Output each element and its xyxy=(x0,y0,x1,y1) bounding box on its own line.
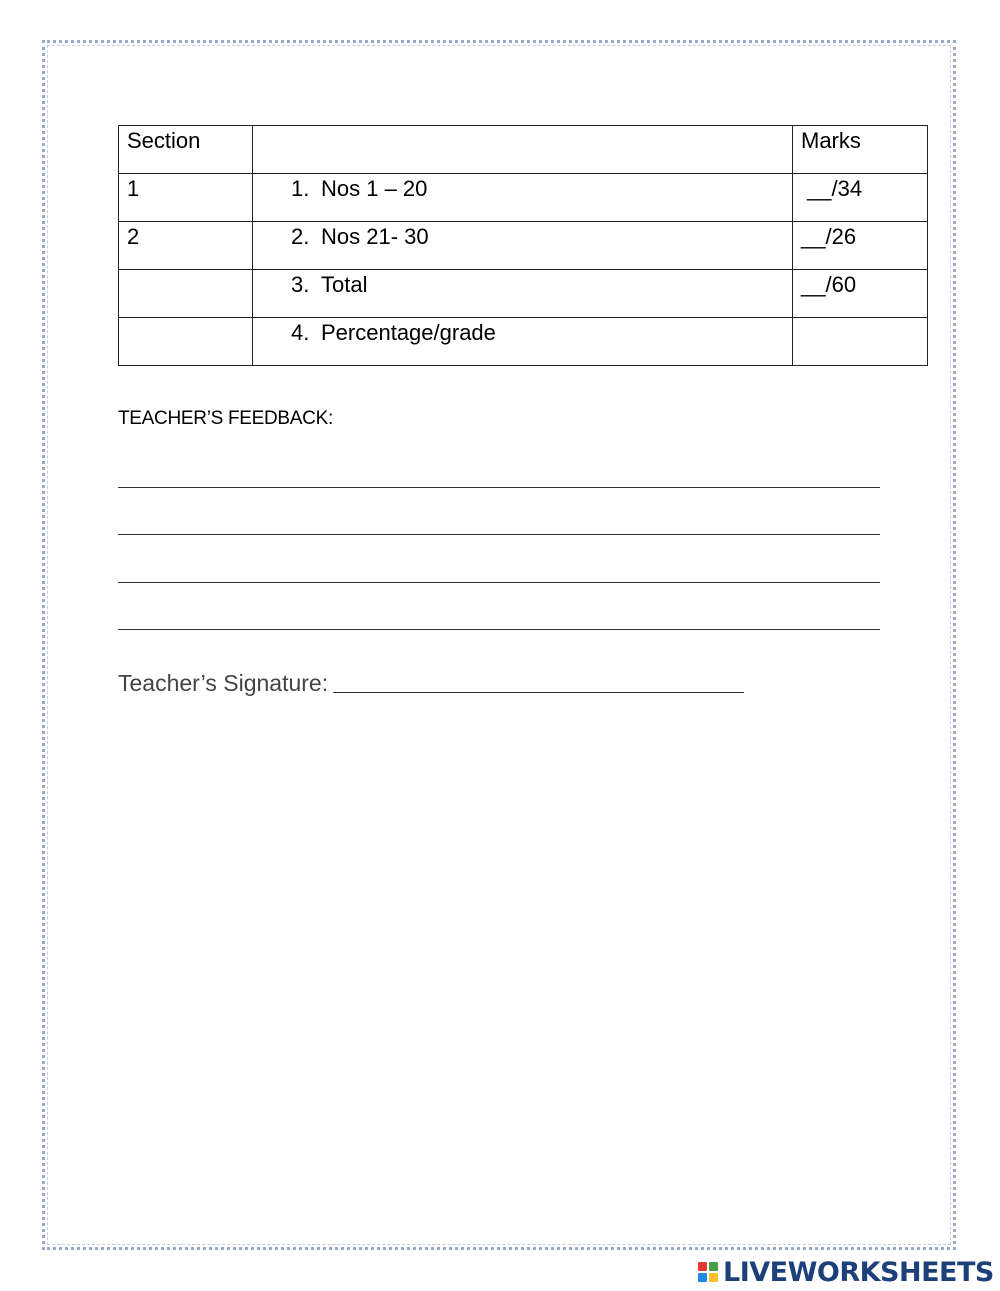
row-description xyxy=(253,222,793,270)
header-description xyxy=(253,126,793,174)
table-row xyxy=(119,222,928,270)
row-number: 1. xyxy=(291,176,310,201)
header-marks: Marks xyxy=(793,126,928,174)
header-section: Section xyxy=(119,126,253,174)
feedback-line[interactable] xyxy=(118,582,880,583)
logo-squares-icon xyxy=(698,1262,718,1282)
row-section: 2 xyxy=(119,222,253,270)
teacher-feedback-label: TEACHER’S FEEDBACK: xyxy=(118,408,333,429)
row-section xyxy=(119,270,253,318)
table-row xyxy=(119,174,928,222)
feedback-line[interactable] xyxy=(118,487,880,488)
row-number: 4. xyxy=(291,320,310,345)
row-marks[interactable]: __/34 xyxy=(793,174,928,222)
logo-text: LIVEWORKSHEETS xyxy=(723,1256,994,1288)
row-section: 1 xyxy=(119,174,253,222)
logo-square xyxy=(698,1262,707,1271)
table-row xyxy=(119,318,928,366)
feedback-line[interactable] xyxy=(118,629,880,630)
row-marks[interactable]: __/60 xyxy=(793,270,928,318)
row-description xyxy=(253,174,793,222)
row-text: Nos 21- 30 xyxy=(321,224,429,249)
feedback-line[interactable] xyxy=(118,534,880,535)
logo-square xyxy=(709,1273,718,1282)
signature-line[interactable] xyxy=(333,692,744,693)
marks-table xyxy=(118,125,928,366)
liveworksheets-logo xyxy=(698,1257,994,1287)
row-marks[interactable] xyxy=(793,318,928,366)
logo-square xyxy=(709,1262,718,1271)
logo-square xyxy=(698,1273,707,1282)
table-header-row xyxy=(119,126,928,174)
row-description xyxy=(253,318,793,366)
row-text: Total xyxy=(321,272,368,297)
row-section xyxy=(119,318,253,366)
row-text: Percentage/grade xyxy=(321,320,496,345)
row-description xyxy=(253,270,793,318)
row-number: 3. xyxy=(291,272,310,297)
row-text: Nos 1 – 20 xyxy=(321,176,428,201)
row-number: 2. xyxy=(291,224,310,249)
table-row xyxy=(119,270,928,318)
teacher-signature-label: Teacher’s Signature: xyxy=(118,670,329,696)
row-marks[interactable]: __/26 xyxy=(793,222,928,270)
